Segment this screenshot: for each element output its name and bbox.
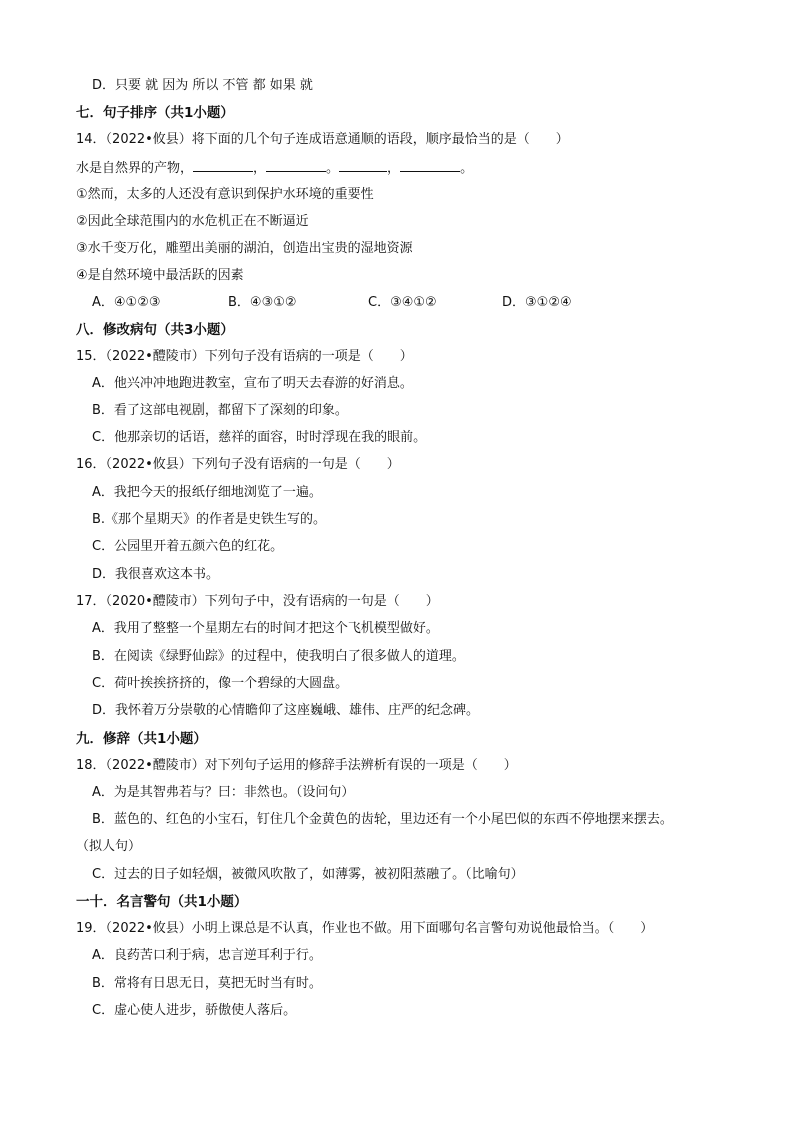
q14-option-d: D．③①②④ bbox=[502, 295, 572, 310]
option-line: D．我怀着万分崇敬的心情瞻仰了这座巍峨、雄伟、庄严的纪念碑。 bbox=[92, 703, 480, 718]
question-line: ①然而，太多的人还没有意识到保护水环境的重要性 bbox=[76, 187, 374, 202]
q14-blank-4 bbox=[400, 159, 460, 172]
q14-sep-2: 。 bbox=[326, 161, 340, 176]
option-line: C．荷叶挨挨挤挤的，像一个碧绿的大圆盘。 bbox=[92, 676, 349, 691]
option-line: D．只要 就 因为 所以 不管 都 如果 就 bbox=[92, 78, 313, 93]
q14-sep-1: ， bbox=[253, 161, 267, 176]
question-line: 17．（2020•醴陵市）下列句子中，没有语病的一句是（ ） bbox=[76, 594, 439, 609]
q14-options-row bbox=[92, 294, 652, 312]
option-line: B．常将有日思无日，莫把无时当有时。 bbox=[92, 976, 322, 991]
q14-suffix: 。 bbox=[460, 161, 474, 176]
question-line: 14．（2022•攸县）将下面的几个句子连成语意通顺的语段，顺序最恰当的是（ ） bbox=[76, 132, 569, 147]
q14-option-b: B．④③①② bbox=[228, 295, 297, 310]
option-line: C．虚心使人进步，骄傲使人落后。 bbox=[92, 1003, 297, 1018]
option-line: D．我很喜欢这本书。 bbox=[92, 567, 220, 582]
section-heading: 一十．名言警句（共1小题） bbox=[76, 894, 248, 910]
question-line: ④是自然环境中最活跃的因素 bbox=[76, 268, 244, 283]
q14-blank-2 bbox=[266, 159, 326, 172]
option-line: B.《那个星期天》的作者是史铁生写的。 bbox=[92, 512, 327, 527]
option-line: A．我用了整整一个星期左右的时间才把这个飞机模型做好。 bbox=[92, 621, 439, 636]
option-line: B．在阅读《绿野仙踪》的过程中，使我明白了很多做人的道理。 bbox=[92, 649, 465, 664]
option-line: A．他兴冲冲地跑进教室，宣布了明天去春游的好消息。 bbox=[92, 376, 413, 391]
section-heading: 九．修辞（共1小题） bbox=[76, 731, 207, 747]
section-heading: 八．修改病句（共3小题） bbox=[76, 322, 234, 338]
continuation-line: （拟人句） bbox=[76, 839, 142, 854]
option-line: C．他那亲切的话语，慈祥的面容，时时浮现在我的眼前。 bbox=[92, 430, 427, 445]
q14-stem bbox=[76, 159, 473, 177]
q14-stem-prefix: 水是自然界的产物， bbox=[76, 161, 194, 176]
q14-blank-3 bbox=[339, 159, 387, 172]
option-line: C．过去的日子如轻烟，被微风吹散了，如薄雾，被初阳蒸融了。（比喻句） bbox=[92, 867, 524, 882]
question-line: 18．（2022•醴陵市）对下列句子运用的修辞手法辨析有误的一项是（ ） bbox=[76, 758, 517, 773]
option-line: B．蓝色的、红色的小宝石，钉住几个金黄色的齿轮，里边还有一个小尾巴似的东西不停地摆来摆去。 bbox=[92, 812, 673, 827]
q14-blank-1 bbox=[193, 159, 253, 172]
option-line: A．我把今天的报纸仔细地浏览了一遍。 bbox=[92, 485, 322, 500]
question-line: 15．（2022•醴陵市）下列句子没有语病的一项是（ ） bbox=[76, 349, 413, 364]
question-line: ③水千变万化，雕塑出美丽的湖泊，创造出宝贵的湿地资源 bbox=[76, 241, 413, 256]
q14-option-c: C．③④①② bbox=[368, 295, 437, 310]
q14-option-a: A．④①②③ bbox=[92, 295, 161, 310]
option-line: A．良药苦口利于病，忠言逆耳利于行。 bbox=[92, 948, 322, 963]
option-line: A．为是其智弗若与？曰：非然也。（设问句） bbox=[92, 785, 355, 800]
question-line: 16．（2022•攸县）下列句子没有语病的一句是（ ） bbox=[76, 457, 400, 472]
question-line: ②因此全球范围内的水危机正在不断逼近 bbox=[76, 214, 309, 229]
option-line: B．看了这部电视剧，都留下了深刻的印象。 bbox=[92, 403, 348, 418]
option-line: C．公园里开着五颜六色的红花。 bbox=[92, 539, 284, 554]
q14-sep-3: ， bbox=[387, 161, 401, 176]
section-heading: 七．句子排序（共1小题） bbox=[76, 105, 234, 121]
question-line: 19．（2022•攸县）小明上课总是不认真，作业也不做。用下面哪句名言警句劝说他最恰当。（ ） bbox=[76, 921, 654, 936]
